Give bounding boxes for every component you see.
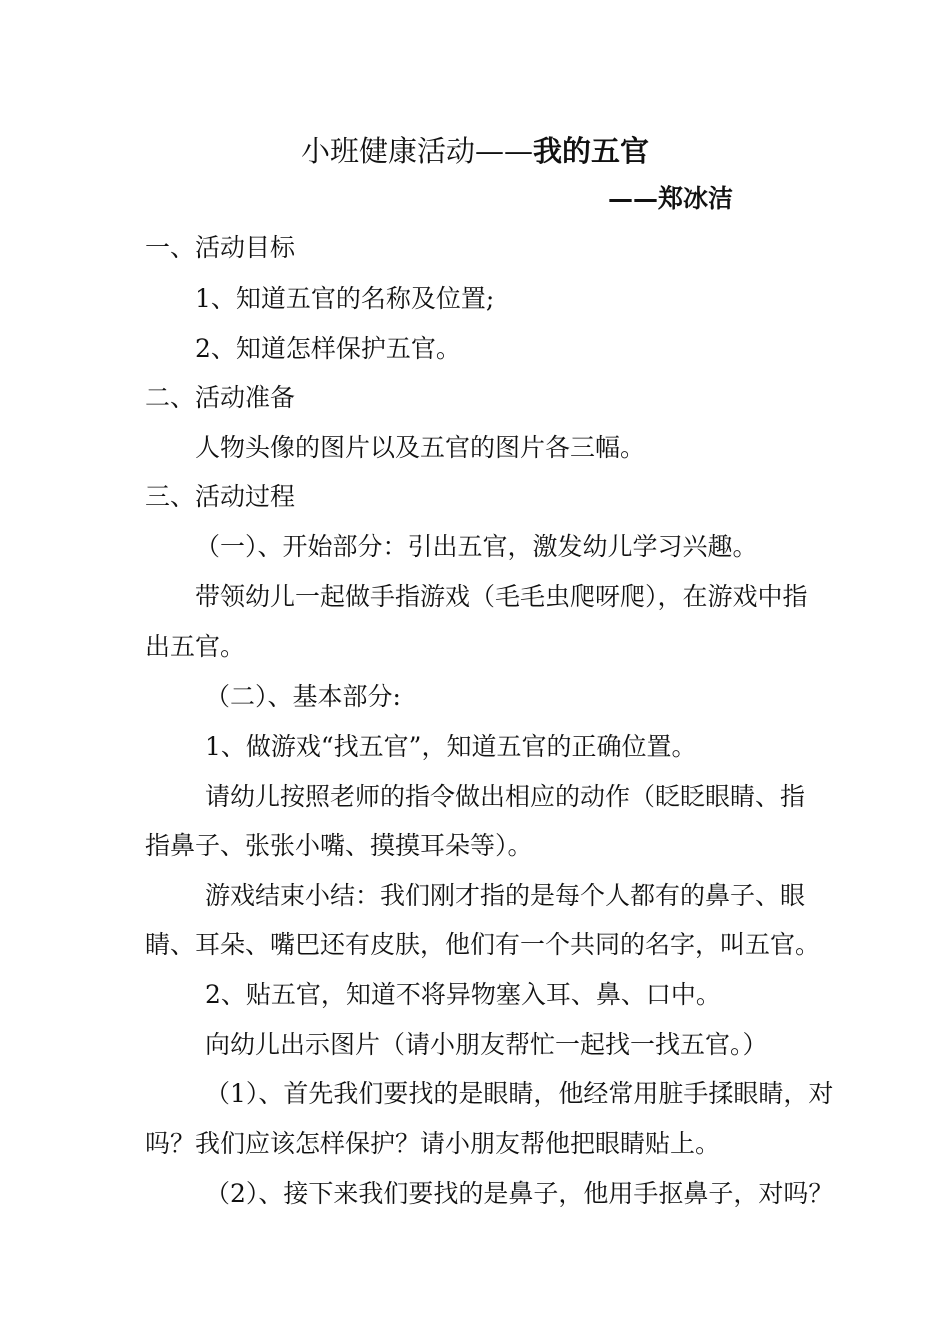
section-heading-process: 三、活动过程 xyxy=(145,482,296,511)
document-title xyxy=(0,133,950,169)
paragraph-line: 游戏结束小结：我们刚才指的是每个人都有的鼻子、眼 xyxy=(205,881,806,910)
paragraph-line: 睛、耳朵、嘴巴还有皮肤，他们有一个共同的名字，叫五官。 xyxy=(145,930,821,959)
goal-item-2: 2、知道怎样保护五官。 xyxy=(195,334,461,363)
subsection-basic: （二）、基本部分: xyxy=(205,682,401,711)
title-main: 小班健康活动—— xyxy=(300,134,533,168)
section-heading-goals: 一、活动目标 xyxy=(145,233,296,262)
author-line: ——郑冰洁 xyxy=(608,184,734,213)
paragraph-line: 指鼻子、张张小嘴、摸摸耳朵等）。 xyxy=(145,831,533,860)
title-topic: 我的五官 xyxy=(533,134,650,168)
paragraph-line: 带领幼儿一起做手指游戏（毛毛虫爬呀爬），在游戏中指 xyxy=(195,582,808,611)
subsection-start: （一）、开始部分：引出五官，激发幼儿学习兴趣。 xyxy=(195,532,758,561)
section-heading-preparation: 二、活动准备 xyxy=(145,383,296,412)
paragraph-line: 向幼儿出示图片（请小朋友帮忙一起找一找五官。） xyxy=(205,1030,768,1059)
paragraph-line: 出五官。 xyxy=(145,632,246,661)
activity-item-1: 1、做游戏“找五官”，知道五官的正确位置。 xyxy=(205,732,697,761)
paragraph-line: 请幼儿按照老师的指令做出相应的动作（眨眨眼睛、指 xyxy=(205,782,806,811)
activity-item-2: 2、贴五官，知道不将异物塞入耳、鼻、口中。 xyxy=(205,980,721,1009)
goal-item-1: 1、知道五官的名称及位置; xyxy=(195,284,495,313)
preparation-text: 人物头像的图片以及五官的图片各三幅。 xyxy=(195,433,646,462)
paragraph-line: （2）、接下来我们要找的是鼻子，他用手抠鼻子，对吗？ xyxy=(205,1179,834,1208)
paragraph-line: 吗？我们应该怎样保护？请小朋友帮他把眼睛贴上。 xyxy=(145,1129,721,1158)
paragraph-line: （1）、首先我们要找的是眼睛，他经常用脏手揉眼睛，对 xyxy=(205,1079,834,1108)
